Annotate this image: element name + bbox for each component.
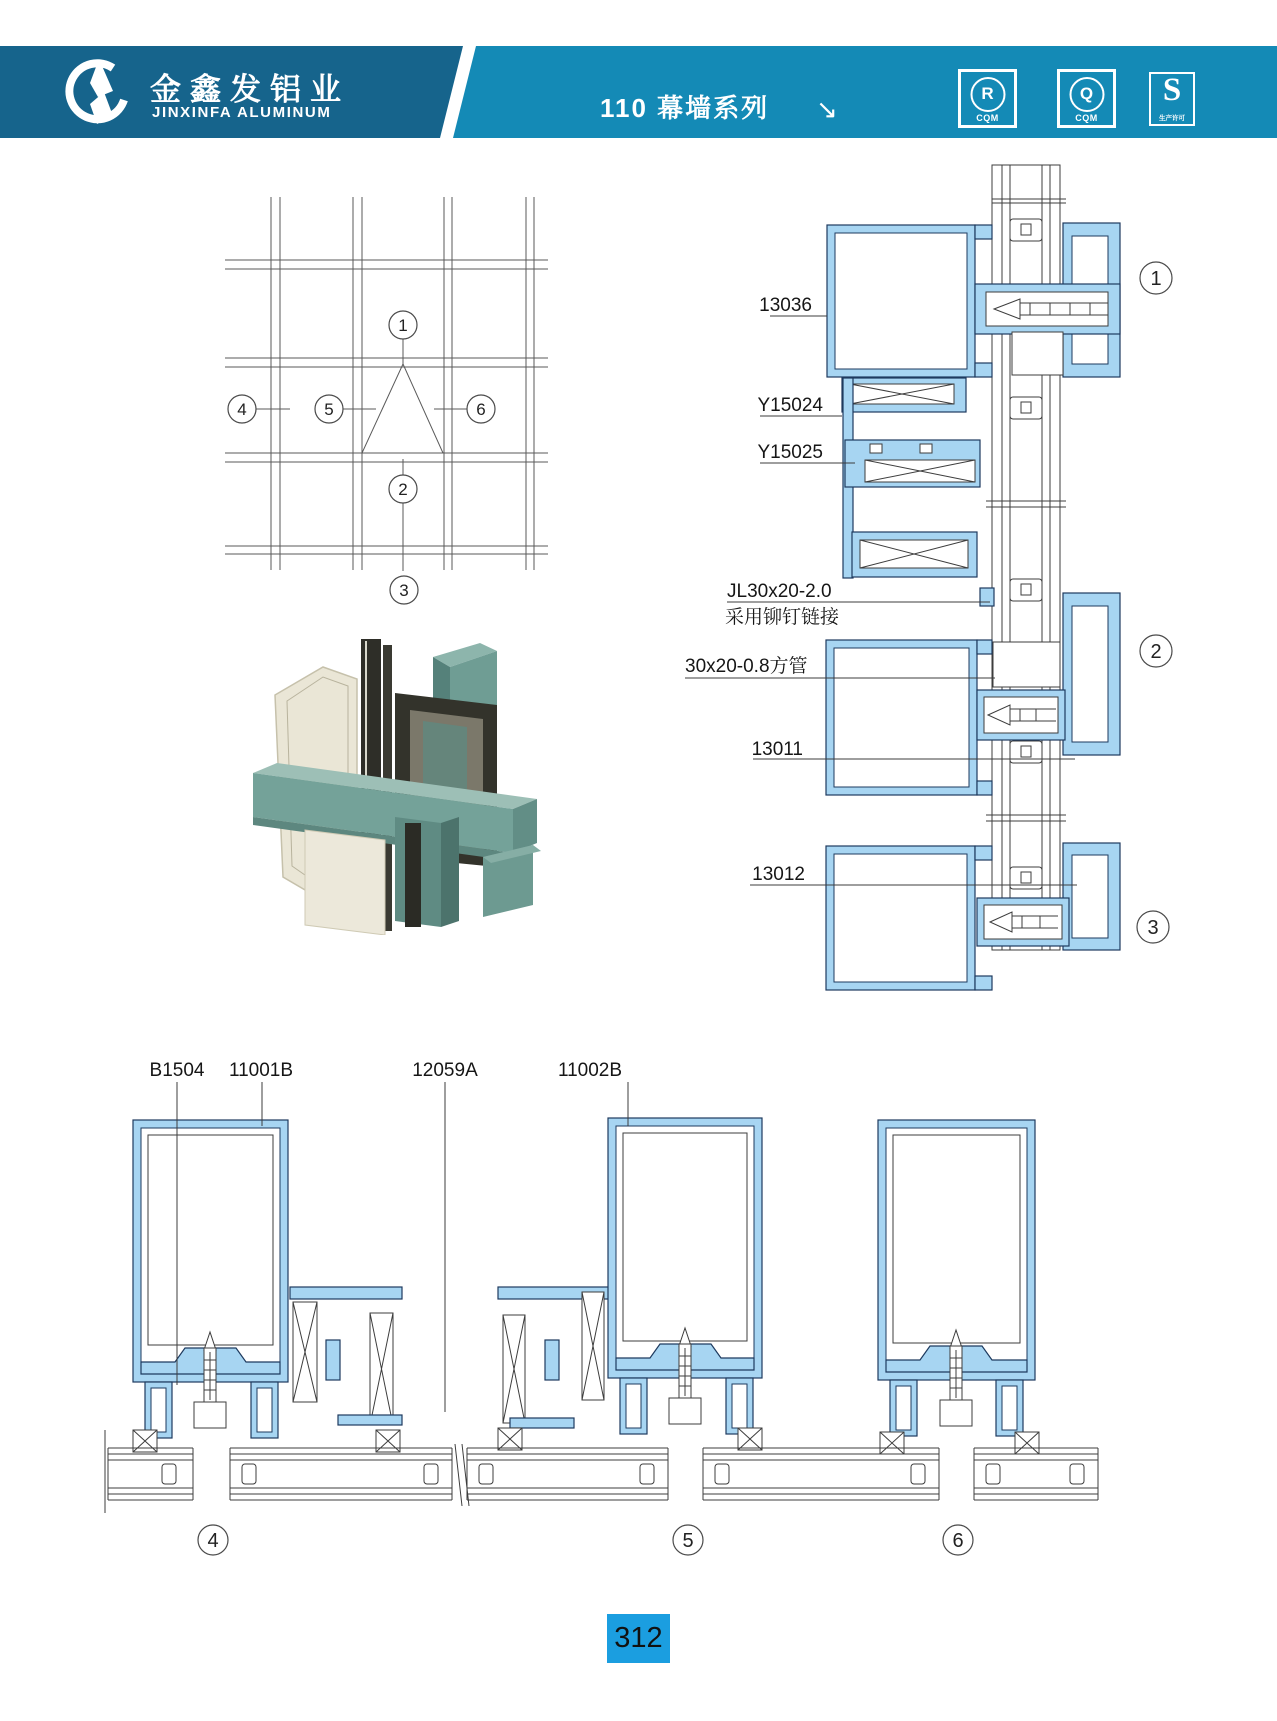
svg-text:2: 2: [398, 480, 408, 499]
attachment-profile-detail5: [498, 1287, 610, 1450]
svg-text:1: 1: [1150, 268, 1162, 290]
badge-r-caption: CQM: [976, 113, 999, 123]
label-y15025: [757, 442, 855, 463]
plan-marker-1: [389, 311, 417, 339]
screw-chamber-detail3: [977, 898, 1069, 946]
svg-text:12059A: 12059A: [412, 1060, 478, 1081]
certification-badge-qs: [1149, 72, 1195, 126]
svg-text:13011: 13011: [751, 739, 803, 760]
svg-text:采用铆钉链接: 采用铆钉链接: [725, 607, 840, 628]
arrow-down-right-icon: ↘: [816, 94, 838, 124]
profile-box-13036: [827, 225, 992, 377]
mullion-box-detail6: [878, 1120, 1039, 1454]
svg-text:1: 1: [398, 316, 408, 335]
svg-text:B1504: B1504: [149, 1060, 205, 1081]
company-name-cn: 金鑫发铝业: [150, 72, 350, 107]
svg-text:Y15024: Y15024: [757, 395, 823, 416]
svg-text:6: 6: [952, 1530, 964, 1552]
svg-text:13012: 13012: [752, 864, 805, 885]
svg-text:Y15025: Y15025: [757, 442, 823, 463]
svg-text:11001B: 11001B: [228, 1060, 294, 1081]
svg-text:4: 4: [207, 1530, 219, 1552]
screw-chamber-detail2: [977, 690, 1065, 740]
svg-text:13036: 13036: [759, 295, 812, 316]
page-title: 110 幕墙系列: [600, 93, 770, 123]
plan-marker-2: [389, 475, 417, 503]
mullion-box-detail4: [133, 1120, 288, 1452]
company-logo-icon: [62, 56, 134, 134]
label-11001b: [229, 1060, 293, 1126]
badge-qs-caption: 生产许可: [1159, 115, 1185, 122]
badge-q-symbol: Q: [1069, 77, 1104, 112]
section-marker-2: [1140, 635, 1172, 667]
label-13036: [759, 295, 827, 316]
square-tube-30x20: [993, 642, 1060, 687]
label-12059a: [412, 1060, 478, 1412]
gasket-strip-y15024: [842, 378, 966, 412]
svg-text:6: 6: [476, 400, 486, 419]
svg-text:3: 3: [1147, 917, 1159, 939]
plan-grid-lines: [225, 197, 548, 571]
badge-r-symbol: R: [970, 77, 1005, 112]
page-number: 312: [614, 1622, 663, 1654]
plan-schematic-drawing: [180, 180, 570, 610]
svg-text:2: 2: [1150, 641, 1162, 663]
label-11002b: [558, 1060, 628, 1126]
section-marker-5: [673, 1525, 703, 1555]
product-3d-render: [245, 605, 565, 935]
cover-frame-detail2: [1063, 593, 1120, 755]
svg-text:3: 3: [399, 581, 409, 600]
company-name-en: JINXINFA ALUMINUM: [152, 104, 332, 121]
label-jl30x20: [725, 581, 990, 628]
certification-badge-q-cqm: [1057, 69, 1116, 128]
connector-strip-jl30x20: [852, 532, 994, 606]
attachment-profile-detail4: [290, 1287, 402, 1452]
certification-badge-r-cqm: [958, 69, 1017, 128]
profile-box-13012: [826, 846, 992, 990]
svg-text:JL30x20-2.0: JL30x20-2.0: [727, 581, 832, 602]
svg-text:5: 5: [682, 1530, 694, 1552]
plan-marker-3: [390, 576, 418, 604]
mullion-box-detail5: [608, 1118, 762, 1450]
glass-panel-bars: [105, 1430, 1098, 1513]
mullion-glass-column: [986, 165, 1066, 950]
cover-frame-detail3: [1063, 843, 1120, 950]
section-marker-1: [1140, 262, 1172, 294]
horizontal-sections-drawing: [90, 1040, 1150, 1560]
svg-text:11002B: 11002B: [557, 1060, 623, 1081]
label-y15024: [757, 395, 842, 416]
section-marker-3: [1137, 911, 1169, 943]
page-number-badge: [607, 1614, 670, 1663]
vertical-sections-drawing: [620, 160, 1277, 1000]
badge-q-caption: CQM: [1075, 113, 1098, 123]
badge-qs-symbol: S: [1162, 72, 1182, 108]
svg-text:4: 4: [237, 400, 247, 419]
section-marker-6: [943, 1525, 973, 1555]
plan-marker-6: [467, 395, 495, 423]
plan-marker-5: [315, 395, 343, 423]
section-marker-4: [198, 1525, 228, 1555]
profile-box-13011: [826, 640, 992, 795]
svg-text:5: 5: [324, 400, 334, 419]
svg-text:30x20-0.8方管: 30x20-0.8方管: [685, 656, 808, 677]
plan-marker-4: [228, 395, 256, 423]
